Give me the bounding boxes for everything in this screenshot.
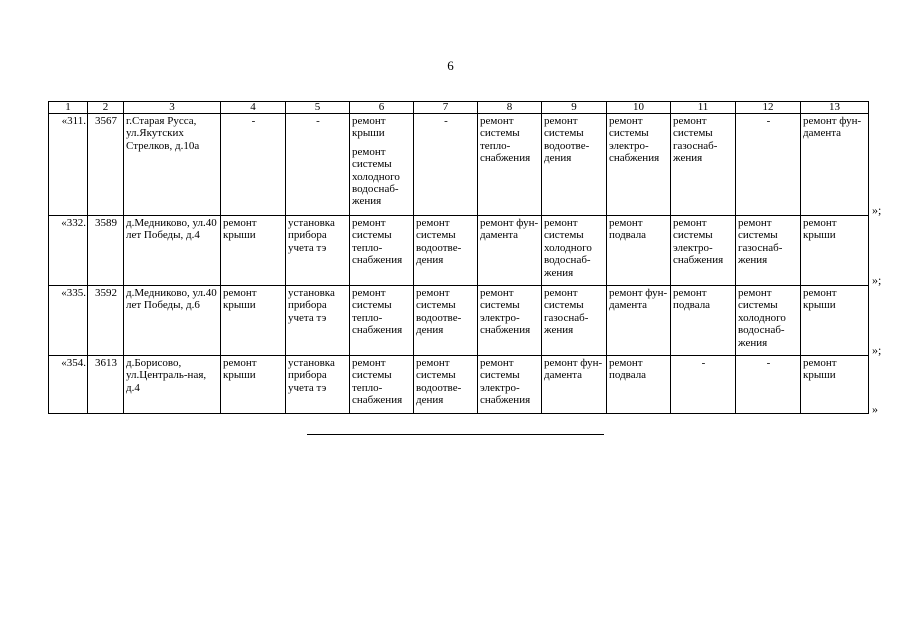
table-cell: ремонт системы электро-снабжения bbox=[671, 216, 736, 286]
column-header: 2 bbox=[88, 102, 124, 114]
object-id: 3567 bbox=[88, 114, 124, 216]
row-number: «332. bbox=[49, 216, 88, 286]
column-header: 1 bbox=[49, 102, 88, 114]
table-cell: - bbox=[736, 114, 801, 216]
table-cell: ремонт крыши bbox=[801, 216, 869, 286]
cell-text: ремонт крыши bbox=[352, 115, 386, 140]
table-cell: - bbox=[671, 356, 736, 414]
table-row bbox=[49, 286, 869, 356]
column-header: 5 bbox=[286, 102, 350, 114]
closing-quote-mark: » bbox=[872, 402, 878, 416]
table-cell: ремонт системы водоотве-дения bbox=[414, 286, 478, 356]
table-cell: ремонт системы газоснаб-жения bbox=[736, 216, 801, 286]
column-header: 6 bbox=[350, 102, 414, 114]
table-row bbox=[49, 356, 869, 414]
column-header: 12 bbox=[736, 102, 801, 114]
table-row bbox=[49, 114, 869, 216]
table-cell: ремонт системы электро-снабжения bbox=[478, 356, 542, 414]
column-header: 9 bbox=[542, 102, 607, 114]
closing-quote-mark: »; bbox=[872, 203, 882, 217]
address-cell: г.Старая Русса, ул.Якутских Стрелков, д.10а bbox=[124, 114, 221, 216]
table-cell: ремонт системы водоотве-дения bbox=[414, 356, 478, 414]
column-header: 3 bbox=[124, 102, 221, 114]
table-cell: ремонт подвала bbox=[607, 356, 671, 414]
table-cell: ремонт системы тепло-снабжения bbox=[350, 216, 414, 286]
object-id: 3592 bbox=[88, 286, 124, 356]
table-cell: ремонт фун-дамента bbox=[478, 216, 542, 286]
table-cell: ремонт фун-дамента bbox=[801, 114, 869, 216]
table-cell: ремонт крыши bbox=[221, 216, 286, 286]
header-row bbox=[49, 102, 869, 114]
object-id: 3613 bbox=[88, 356, 124, 414]
table-cell: ремонт фун-дамента bbox=[607, 286, 671, 356]
address-cell: д.Медниково, ул.40 лет Победы, д.4 bbox=[124, 216, 221, 286]
object-id: 3589 bbox=[88, 216, 124, 286]
table-cell: - bbox=[221, 114, 286, 216]
table-cell: установка прибора учета тэ bbox=[286, 216, 350, 286]
table-cell: ремонт фун-дамента bbox=[542, 356, 607, 414]
table-cell: ремонт системы тепло-снабжения bbox=[350, 356, 414, 414]
table-cell: ремонт системы электро-снабжения bbox=[607, 114, 671, 216]
table-cell: ремонт системы холодного водоснаб-жения bbox=[542, 216, 607, 286]
table-cell: - bbox=[286, 114, 350, 216]
row-number: «311. bbox=[49, 114, 88, 216]
table-cell: - bbox=[736, 356, 801, 414]
table-cell: ремонт системы тепло-снабжения bbox=[350, 286, 414, 356]
cell-text: ремонт системы холодного водоснаб-жения bbox=[352, 145, 400, 208]
table-cell: - bbox=[414, 114, 478, 216]
row-number: «354. bbox=[49, 356, 88, 414]
closing-quote-mark: »; bbox=[872, 343, 882, 357]
column-header: 10 bbox=[607, 102, 671, 114]
column-header: 13 bbox=[801, 102, 869, 114]
row-number: «335. bbox=[49, 286, 88, 356]
page-number: 6 bbox=[447, 58, 454, 73]
address-cell: д.Медниково, ул.40 лет Победы, д.6 bbox=[124, 286, 221, 356]
table-cell bbox=[350, 114, 414, 216]
table-cell: ремонт подвала bbox=[607, 216, 671, 286]
closing-quote-mark: »; bbox=[872, 273, 882, 287]
column-header: 4 bbox=[221, 102, 286, 114]
table-cell: ремонт крыши bbox=[221, 356, 286, 414]
table-row bbox=[49, 216, 869, 286]
address-cell: д.Борисово, ул.Централь-ная, д.4 bbox=[124, 356, 221, 414]
table-cell: ремонт системы газоснаб-жения bbox=[542, 286, 607, 356]
table-cell: ремонт системы холодного водоснаб-жения bbox=[736, 286, 801, 356]
table-cell: ремонт подвала bbox=[671, 286, 736, 356]
table-cell: установка прибора учета тэ bbox=[286, 356, 350, 414]
table-cell: ремонт крыши bbox=[801, 356, 869, 414]
table-cell: ремонт системы электро-снабжения bbox=[478, 286, 542, 356]
column-header: 7 bbox=[414, 102, 478, 114]
column-header: 8 bbox=[478, 102, 542, 114]
column-header: 11 bbox=[671, 102, 736, 114]
repair-schedule-table bbox=[48, 101, 869, 414]
table-cell: установка прибора учета тэ bbox=[286, 286, 350, 356]
table-cell: ремонт крыши bbox=[221, 286, 286, 356]
table-cell: ремонт крыши bbox=[801, 286, 869, 356]
table-cell: ремонт системы водоотве-дения bbox=[414, 216, 478, 286]
table-cell: ремонт системы тепло-снабжения bbox=[478, 114, 542, 216]
table-cell: ремонт системы газоснаб-жения bbox=[671, 114, 736, 216]
separator-line bbox=[307, 434, 604, 435]
table-cell: ремонт системы водоотве-дения bbox=[542, 114, 607, 216]
